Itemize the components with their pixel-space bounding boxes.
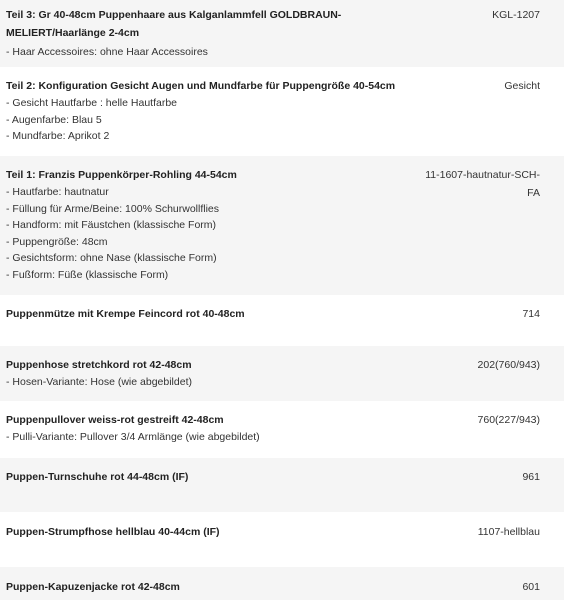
- item-sku: Gesicht: [504, 80, 540, 92]
- item-details: [6, 305, 522, 323]
- item-title: Teil 3: Gr 40-48cm Puppenhaare aus Kalganlammfell GOLDBRAUN- MELIERT/Haarlänge 2-4cm: [6, 9, 342, 39]
- item-sku: 202(760/943): [477, 359, 540, 371]
- item-sku: 1107-hellblau: [477, 526, 540, 538]
- item-details: [6, 6, 492, 61]
- item-option: - Füllung für Arme/Beine: 100% Schurwollflies: [6, 202, 220, 215]
- item-details: [6, 166, 425, 283]
- order-item-row: [0, 67, 564, 156]
- order-item-row: [0, 512, 564, 567]
- item-title: Puppen-Kapuzenjacke rot 42-48cm: [6, 581, 180, 593]
- item-option: - Haar Accessoires: ohne Haar Accessoires: [6, 46, 208, 58]
- item-sku: 714: [522, 308, 540, 320]
- item-option: - Fußform: Füße (klassische Form): [6, 268, 169, 281]
- order-item-row: [0, 346, 564, 401]
- item-option: - Gesicht Hautfarbe : helle Hautfarbe: [6, 97, 178, 109]
- item-option: - Pulli-Variante: Pullover 3/4 Armlänge (wie abgebildet): [6, 431, 260, 443]
- item-title: Teil 2: Konfiguration Gesicht Augen und Mundfarbe für Puppengröße 40-54cm: [6, 80, 396, 92]
- item-details: [6, 77, 504, 145]
- item-option: - Augenfarbe: Blau 5: [6, 113, 102, 126]
- item-option: - Hosen-Variante: Hose (wie abgebildet): [6, 376, 192, 388]
- item-sku: 601: [522, 581, 540, 593]
- item-option: - Gesichtsform: ohne Nase (klassische Form): [6, 252, 217, 264]
- item-details: [6, 468, 522, 486]
- item-option: - Hautfarbe: hautnatur: [6, 186, 109, 198]
- item-title: Teil 1: Franzis Puppenkörper-Rohling 44-54cm: [6, 169, 237, 181]
- order-item-row: [0, 295, 564, 346]
- item-option: - Mundfarbe: Aprikot 2: [6, 130, 110, 142]
- item-title: Puppenhose stretchkord rot 42-48cm: [6, 359, 192, 371]
- item-option: - Puppengröße: 48cm: [6, 235, 108, 248]
- item-option: - Handform: mit Fäustchen (klassische Form): [6, 219, 217, 231]
- item-sku: 11-1607-hautnatur-SCH- FA: [425, 169, 540, 199]
- item-details: [6, 578, 522, 596]
- item-details: [6, 523, 478, 541]
- item-title: Puppenpullover weiss-rot gestreift 42-48cm: [6, 414, 224, 426]
- item-sku: 961: [522, 471, 540, 483]
- item-title: Puppen-Turnschuhe rot 44-48cm (IF): [6, 471, 189, 483]
- order-item-row: [0, 0, 564, 67]
- item-sku: KGL-1207: [492, 9, 540, 21]
- order-item-row: [0, 458, 564, 512]
- item-sku: 760(227/943): [477, 414, 540, 426]
- item-title: Puppen-Strumpfhose hellblau 40-44cm (IF): [6, 526, 220, 538]
- order-item-row: [0, 567, 564, 600]
- order-item-row: [0, 156, 564, 295]
- item-details: [6, 356, 478, 391]
- order-item-row: [0, 401, 564, 458]
- item-title: Puppenmütze mit Krempe Feincord rot 40-48cm: [6, 308, 245, 320]
- item-details: [6, 411, 478, 446]
